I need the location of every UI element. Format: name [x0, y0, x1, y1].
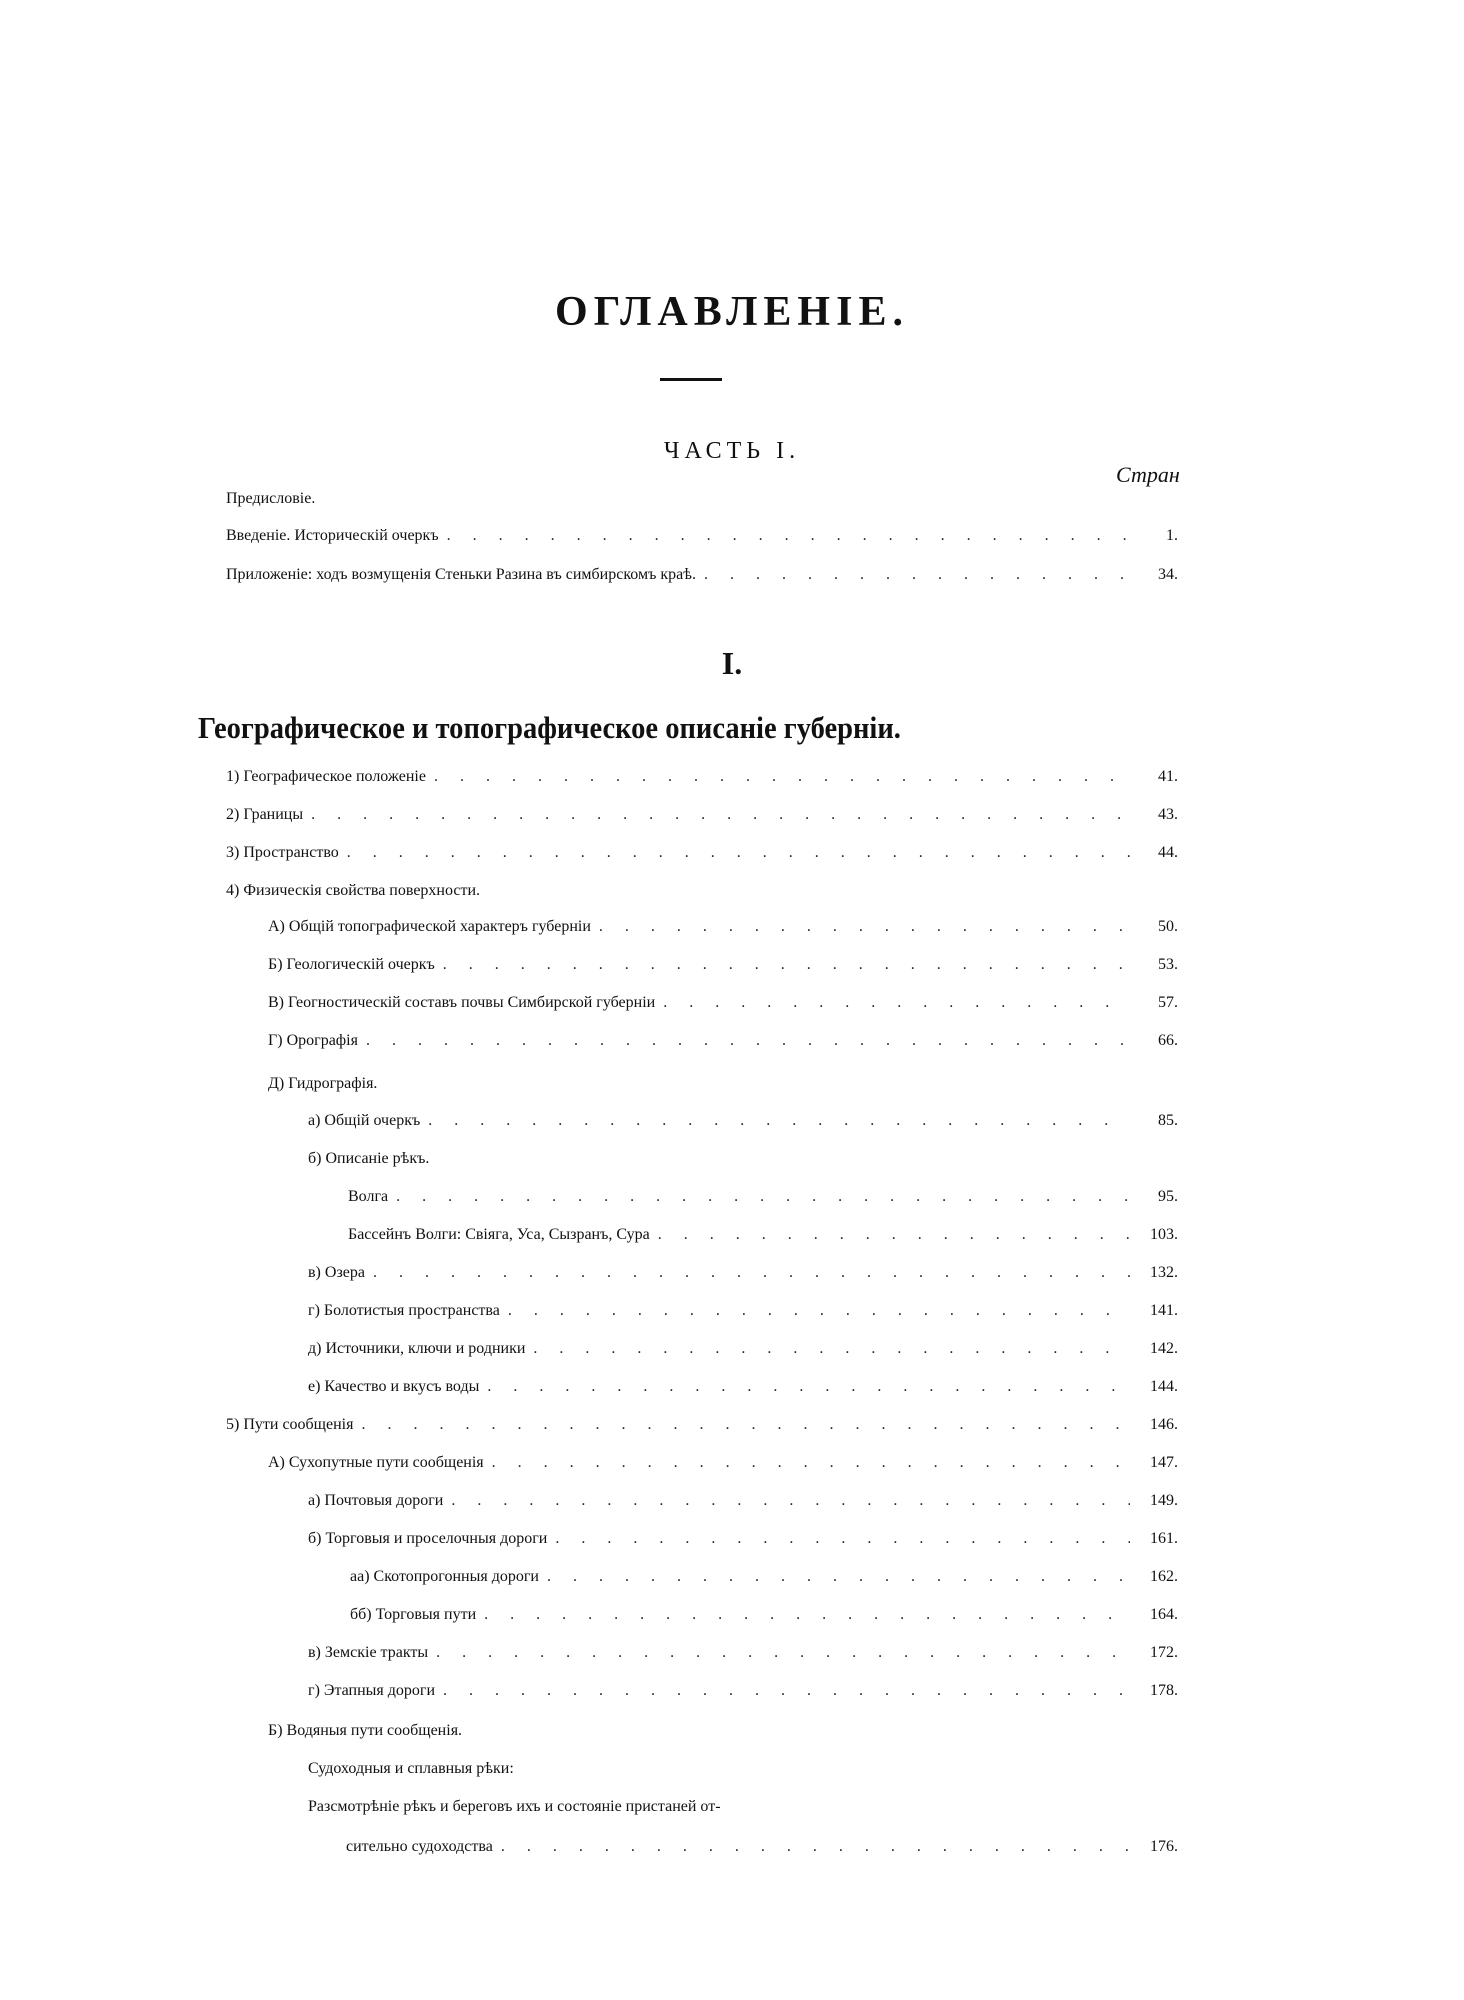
toc-entry: [268, 956, 1178, 994]
toc-entry-label: 2) Границы: [226, 806, 304, 823]
toc-entry-page: 142.: [1150, 1340, 1178, 1357]
toc-entry-label: Приложеніе: ходъ возмущенія Стеньки Разина въ симбирскомъ краѣ.: [226, 566, 696, 583]
toc-entry-label: Г) Орографія: [268, 1032, 358, 1049]
dot-leader: [434, 768, 1130, 786]
toc-entry: [350, 1568, 1178, 1606]
toc-entry: [308, 1798, 1178, 1836]
toc-entry: [308, 1492, 1178, 1530]
toc-entry-page: 103.: [1150, 1226, 1178, 1243]
toc-entry-label: Б) Геологическій очеркъ: [268, 956, 435, 973]
dot-leader: [555, 1530, 1130, 1548]
toc-entry-label: Д) Гидрографія.: [268, 1075, 378, 1092]
toc-entry-page: 146.: [1150, 1416, 1178, 1433]
dot-leader: [658, 1226, 1130, 1244]
toc-entry-label: Разсмотрѣніе рѣкъ и береговъ ихъ и состояніе пристаней от-: [308, 1798, 721, 1815]
toc-entry: [308, 1530, 1178, 1568]
dot-leader: [704, 566, 1130, 584]
toc-entry: [308, 1378, 1178, 1416]
toc-entry-page: 34.: [1158, 566, 1178, 583]
toc-entry: [226, 527, 1178, 565]
section-title: Географическое и топографическое описаніе губерніи.: [198, 710, 901, 745]
toc-entry-page: 141.: [1150, 1302, 1178, 1319]
toc-entry: [348, 1188, 1178, 1226]
toc-entry-label: Предисловіе.: [226, 490, 316, 507]
toc-entry-page: 53.: [1158, 956, 1178, 973]
dot-leader: [508, 1302, 1130, 1320]
toc-entry-page: 161.: [1150, 1530, 1178, 1547]
toc-entry: [268, 1032, 1178, 1070]
dot-leader: [361, 1416, 1130, 1434]
toc-entry-label: в) Озера: [308, 1264, 365, 1281]
dot-leader: [373, 1264, 1130, 1282]
dot-leader: [436, 1644, 1130, 1662]
toc-entry-label: сительно судоходства: [346, 1838, 493, 1855]
toc-entry: [308, 1112, 1178, 1150]
toc-entry-label: 1) Географическое положеніе: [226, 768, 426, 785]
toc-entry-label: 4) Физическія свойства поверхности.: [226, 882, 481, 899]
toc-entry-label: аа) Скотопрогонныя дороги: [350, 1568, 539, 1585]
toc-entry-label: бб) Торговыя пути: [350, 1606, 477, 1623]
toc-entry: [268, 918, 1178, 956]
toc-entry: [268, 1722, 1178, 1760]
toc-entry-label: г) Этапныя дороги: [308, 1682, 436, 1699]
toc-entry-page: 43.: [1158, 806, 1178, 823]
toc-entry-label: Введеніе. Историческій очеркъ: [226, 527, 439, 544]
dot-leader: [501, 1838, 1130, 1856]
toc-entry-page: 162.: [1150, 1568, 1178, 1585]
toc-entry: [308, 1150, 1178, 1188]
toc-entry-label: е) Качество и вкусъ воды: [308, 1378, 480, 1395]
page-column-header: Стран: [1116, 462, 1180, 487]
toc-entry: [308, 1644, 1178, 1682]
toc-entry: [308, 1760, 1178, 1798]
toc-entry-page: 144.: [1150, 1378, 1178, 1395]
toc-entry: [308, 1340, 1178, 1378]
toc-entry-page: 149.: [1150, 1492, 1178, 1509]
toc-entry: [268, 1075, 1178, 1113]
dot-leader: [443, 1682, 1130, 1700]
dot-leader: [487, 1378, 1130, 1396]
toc-entry-label: 5) Пути сообщенія: [226, 1416, 354, 1433]
dot-leader: [366, 1032, 1130, 1050]
toc-entry-page: 178.: [1150, 1682, 1178, 1699]
toc-entry-page: 172.: [1150, 1644, 1178, 1661]
dot-leader: [347, 844, 1130, 862]
toc-entry-page: 164.: [1150, 1606, 1178, 1623]
dot-leader: [533, 1340, 1130, 1358]
toc-entry: [308, 1682, 1178, 1720]
toc-entry-label: а) Почтовыя дороги: [308, 1492, 444, 1509]
toc-entry-label: г) Болотистыя пространства: [308, 1302, 500, 1319]
toc-entry-page: 66.: [1158, 1032, 1178, 1049]
toc-entry-page: 85.: [1158, 1112, 1178, 1129]
toc-entry-label: а) Общій очеркъ: [308, 1112, 421, 1129]
dot-leader: [547, 1568, 1130, 1586]
toc-entry: [308, 1264, 1178, 1302]
toc-entry-label: Бассейнъ Волги: Свіяга, Уса, Сызранъ, Сура: [348, 1226, 650, 1243]
dot-leader: [492, 1454, 1130, 1472]
toc-entry-page: 95.: [1158, 1188, 1178, 1205]
toc-entry-label: б) Описаніе рѣкъ.: [308, 1150, 430, 1167]
toc-entry-page: 176.: [1150, 1838, 1178, 1855]
toc-entry: [308, 1302, 1178, 1340]
toc-entry-label: б) Торговыя и проселочныя дороги: [308, 1530, 548, 1547]
toc-entry: [348, 1226, 1178, 1264]
toc-entry-page: 41.: [1158, 768, 1178, 785]
toc-entry-page: 132.: [1150, 1264, 1178, 1281]
title-rule: [660, 378, 722, 381]
toc-entry-label: В) Геогностическій составъ почвы Симбирской губерніи: [268, 994, 656, 1011]
toc-entry: [226, 490, 1178, 528]
toc-entry: [226, 806, 1178, 844]
toc-entry: [346, 1838, 1178, 1876]
page-title: ОГЛАВЛЕНІЕ.: [555, 289, 909, 335]
toc-entry: [226, 844, 1178, 882]
dot-leader: [663, 994, 1130, 1012]
toc-entry: [226, 566, 1178, 604]
dot-leader: [396, 1188, 1130, 1206]
toc-entry-page: 57.: [1158, 994, 1178, 1011]
dot-leader: [484, 1606, 1130, 1624]
toc-entry-label: А) Общій топографической характеръ губерніи: [268, 918, 591, 935]
toc-entry-page: 44.: [1158, 844, 1178, 861]
toc-entry-page: 1.: [1166, 527, 1178, 544]
dot-leader: [443, 956, 1130, 974]
dot-leader: [447, 527, 1130, 545]
toc-entry: [268, 1454, 1178, 1492]
toc-entry-page: 147.: [1150, 1454, 1178, 1471]
toc-entry-label: д) Источники, ключи и родники: [308, 1340, 526, 1357]
toc-entry: [226, 882, 1178, 920]
toc-entry: [350, 1606, 1178, 1644]
chapter-number: I.: [721, 645, 743, 681]
toc-entry-page: 50.: [1158, 918, 1178, 935]
toc-entry-label: в) Земскіе тракты: [308, 1644, 429, 1661]
toc-entry-label: Б) Водяныя пути сообщенія.: [268, 1722, 463, 1739]
toc-entry-label: А) Сухопутные пути сообщенія: [268, 1454, 484, 1471]
dot-leader: [428, 1112, 1130, 1130]
toc-entry: [268, 994, 1178, 1032]
toc-entry: [226, 768, 1178, 806]
dot-leader: [451, 1492, 1130, 1510]
dot-leader: [311, 806, 1130, 824]
toc-entry-label: Волга: [348, 1188, 389, 1205]
toc-entry: [226, 1416, 1178, 1454]
toc-entry-label: 3) Пространство: [226, 844, 339, 861]
part-heading: ЧАСТЬ I.: [663, 438, 801, 464]
dot-leader: [599, 918, 1130, 936]
toc-entry-label: Судоходныя и сплавныя рѣки:: [308, 1760, 514, 1777]
